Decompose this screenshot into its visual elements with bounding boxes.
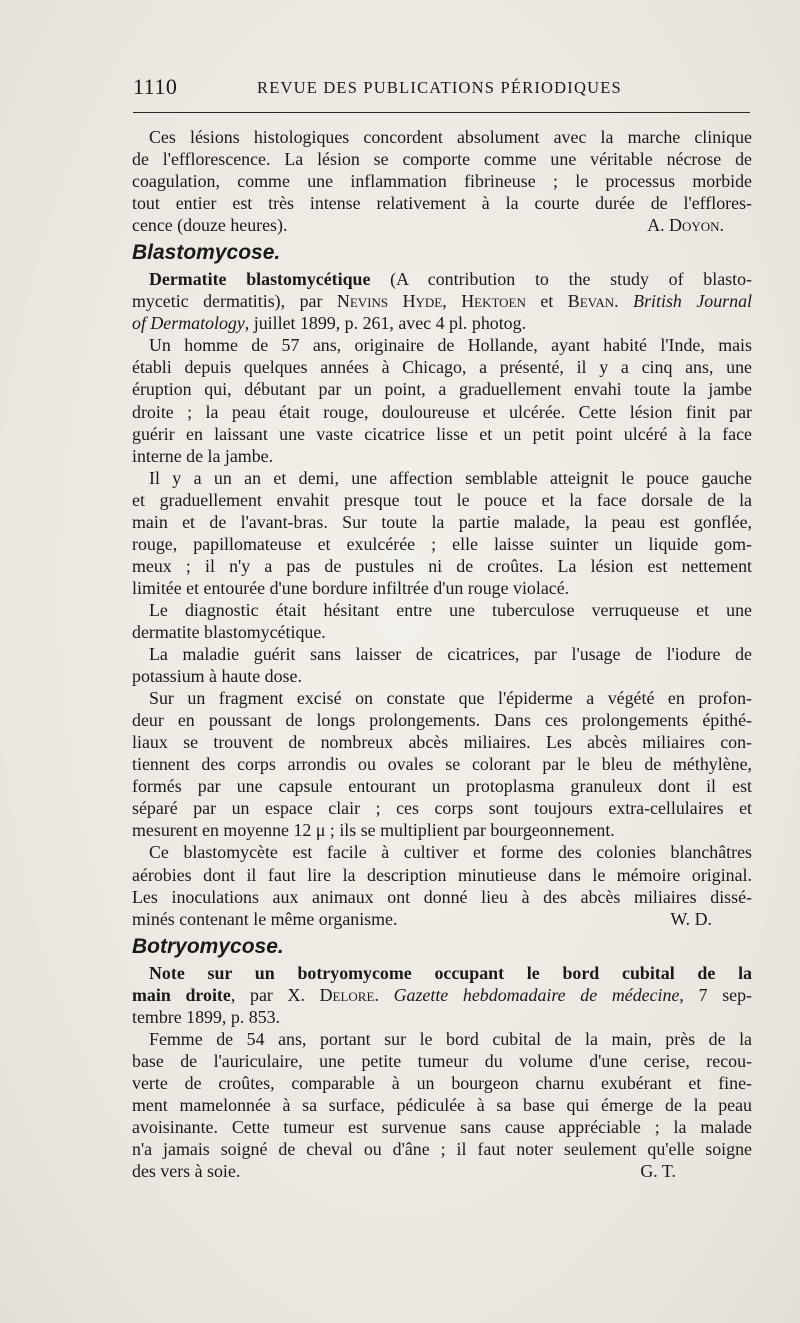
text-line [132, 1160, 752, 1182]
text-line: droite ; la peau était rouge, douloureuse et ulcérée. Cette lésion finit par [132, 401, 752, 422]
text-line: base de l'auriculaire, une petite tumeur du volume d'une cerise, recou- [132, 1050, 752, 1071]
citation-line [132, 290, 752, 312]
section-heading: Botryomycose. [132, 934, 284, 958]
header-rule [133, 112, 750, 113]
paragraph [132, 687, 752, 841]
author-name: Nevins Hyde [336, 291, 443, 312]
running-head: REVUE DES PUBLICATIONS PÉRIODIQUES [257, 78, 622, 97]
text-line: aérobies dont il faut lire la description minutieuse dans le mémoire original. [132, 864, 752, 885]
text-line: établi depuis quelques années à Chicago, a présenté, il y a cinq ans, une [132, 357, 752, 378]
citation-text: , [442, 291, 462, 312]
text-line [132, 214, 752, 236]
text-line-content: des vers à soie. [132, 1161, 241, 1182]
paragraph [132, 841, 752, 929]
page-number: 1110 [133, 74, 178, 99]
journal-name: British Journal [633, 291, 752, 312]
citation-line: tembre 1899, p. 853. [132, 1006, 281, 1027]
text-line: rouge, papillomateuse et exulcérée ; elle laisse suinter un liquide gom- [132, 533, 752, 554]
citation-text: mycetic dermatitis), par [132, 291, 337, 312]
text-line: tout entier est très intense relativement à la courte durée de l'efflores- [132, 193, 752, 214]
citation-line [132, 312, 752, 334]
author-name: Hektoen [461, 291, 526, 312]
author-name: Bevan [567, 291, 615, 312]
text-line: mesurent en moyenne 12 μ ; ils se multiplient par bourgeonnement. [132, 820, 615, 841]
page-header [133, 74, 753, 104]
article-citation [132, 962, 752, 1028]
intro-paragraph [132, 126, 752, 236]
text-line: La maladie guérit sans laisser de cicatrices, par l'usage de l'iodure de [149, 644, 752, 665]
text-line [132, 908, 752, 930]
text-line-content: cence (douze heures). [132, 215, 288, 236]
citation-text: . [614, 291, 634, 312]
paragraph [132, 1028, 752, 1182]
text-line: coagulation, comme une inflammation fibrineuse ; le processus morbide [132, 171, 752, 192]
text-line: Les inoculations aux animaux ont donné lieu à des abcès miliaires dissé- [132, 886, 752, 907]
text-line: guérir en laissant une vaste cicatrice lisse et un petit point ulcéré à la face [132, 423, 752, 444]
text-line: tiennent des corps arrondis ou ovales se colorant par le bleu de méthylène, [132, 754, 752, 775]
text-line: main et de l'avant-bras. Sur toute la partie malade, la peau est gonflée, [132, 511, 752, 532]
text-line: Sur un fragment excisé on constate que l'épiderme a végété en profon- [149, 688, 752, 709]
text-line: Le diagnostic était hésitant entre une tuberculose verruqueuse et une [149, 599, 752, 620]
citation-text: , par X. [230, 984, 320, 1005]
text-line: et graduellement envahit presque tout le pouce et la face dorsale de la [132, 489, 752, 510]
citation-text: , 7 sep- [679, 984, 752, 1005]
signature: G. T. [640, 1161, 676, 1182]
paragraph [132, 334, 752, 466]
citation-text: (A contribution to the study of blasto- [370, 269, 752, 290]
text-line: dermatite blastomycétique. [132, 621, 326, 642]
text-line: deur en poussant de longs prolongements. Dans ces prolongements épithé- [132, 710, 752, 731]
citation-text: , juillet 1899, p. 261, avec 4 pl. photog. [244, 313, 527, 334]
author-name: Delore [319, 984, 375, 1005]
citation-text: et [525, 291, 568, 312]
citation-line [132, 984, 752, 1006]
text-line: verte de croûtes, comparable à un bourgeon charnu exubérant et fine- [132, 1072, 752, 1093]
text-line: ment mamelonnée à sa surface, pédiculée à sa base qui émerge de la peau [132, 1094, 752, 1115]
article-title: Note sur un botryomycome occupant le bord cubital de la [149, 962, 752, 983]
article-title: main droite [132, 984, 231, 1005]
body-text [132, 126, 752, 1182]
citation-line [132, 268, 752, 290]
paragraph [132, 599, 752, 643]
journal-name: of Dermatology [132, 313, 245, 334]
journal-name: Gazette hebdomadaire de médecine [393, 984, 680, 1005]
signature: W. D. [670, 908, 712, 929]
text-line: avoisinante. Cette tumeur est survenue sans cause appréciable ; la malade [132, 1116, 752, 1137]
text-line: formés par une capsule entourant un protoplasma granuleux dont il est [132, 776, 752, 797]
paragraph [132, 643, 752, 687]
text-line: meux ; il n'y a pas de pustules ni de croûtes. La lésion est nettement [132, 555, 752, 576]
article-citation [132, 268, 752, 334]
text-line: Femme de 54 ans, portant sur le bord cubital de la main, près de la [149, 1028, 752, 1049]
text-line: Il y a un an et demi, une affection semblable atteignit le pouce gauche [149, 467, 752, 488]
text-line: n'a jamais soigné de cheval ou d'âne ; il faut noter seulement qu'elle soigne [132, 1139, 752, 1160]
citation-text: . [374, 984, 394, 1005]
text-line: liaux se trouvent de nombreux abcès miliaires. Les abcès miliaires con- [132, 732, 752, 753]
text-line: séparé par un espace clair ; ces corps sont toujours extra-cellulaires et [132, 798, 752, 819]
paragraph [132, 467, 752, 599]
text-line-content: minés contenant le même organisme. [132, 908, 398, 929]
section-heading: Blastomycose. [132, 241, 281, 265]
text-line: Ces lésions histologiques concordent absolument avec la marche clinique [149, 127, 752, 147]
article-title: Dermatite blastomycétique [149, 269, 371, 290]
text-line: limitée et entourée d'une bordure infiltrée d'un rouge violacé. [132, 577, 570, 598]
text-line: Ce blastomycète est facile à cultiver et forme des colonies blanchâtres [149, 842, 752, 863]
text-line: éruption qui, débutant par un point, a graduellement envahi toute la jambe [132, 379, 752, 400]
text-line: potassium à haute dose. [132, 666, 302, 687]
text-line: de l'efflorescence. La lésion se comporte comme une véritable nécrose de [132, 149, 752, 170]
text-line: interne de la jambe. [132, 445, 274, 466]
text-line: Un homme de 57 ans, originaire de Hollande, ayant habité l'Inde, mais [149, 335, 752, 356]
signature: A. Doyon. [647, 215, 724, 236]
